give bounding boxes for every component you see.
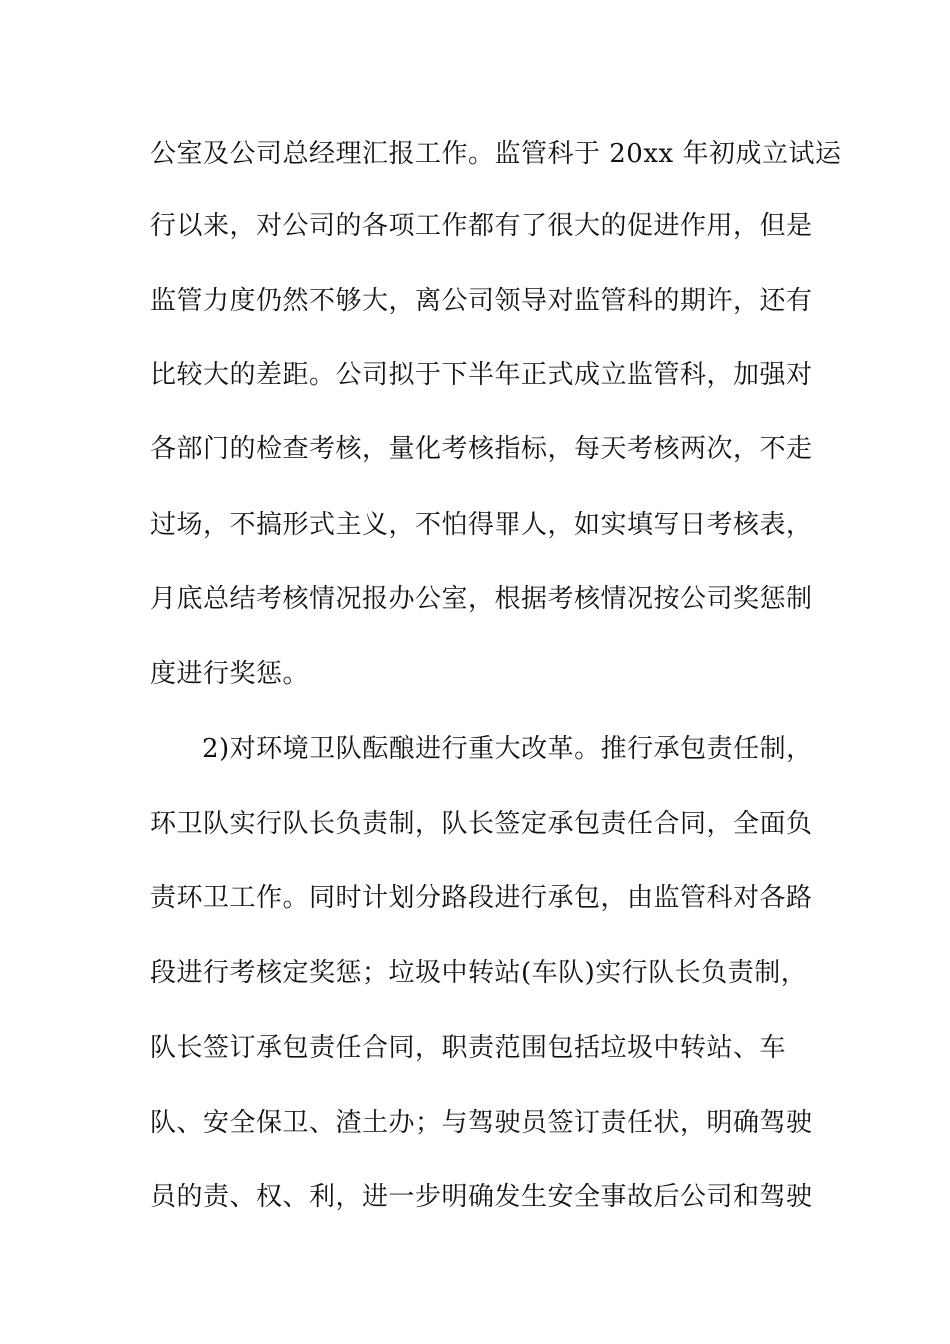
text-line: 度进行奖惩。: [150, 659, 310, 689]
text-line: 比较大的差距。公司拟于下半年正式成立监管科，加强对: [150, 360, 813, 390]
text-line: 队长签订承包责任合同，职责范围包括垃圾中转站、车: [150, 1033, 787, 1063]
text-line: 各部门的检查考核，量化考核指标，每天考核两次，不走: [150, 434, 813, 464]
text-line: 过场，不搞形式主义，不怕得罪人，如实填写日考核表，: [150, 510, 813, 540]
text-line: 行以来，对公司的各项工作都有了很大的促进作用，但是: [150, 211, 813, 241]
paragraph-start-line: 2)对环境卫队酝酿进行重大改革。推行承包责任制，: [202, 734, 813, 764]
text-line: 员的责、权、利，进一步明确发生安全事故后公司和驾驶: [150, 1182, 813, 1212]
text-line: 队、安全保卫、渣土办；与驾驶员签订责任状，明确驾驶: [150, 1108, 813, 1138]
text-line: 责环卫工作。同时计划分路段进行承包，由监管科对各路: [150, 883, 813, 913]
text-line: 段进行考核定奖惩；垃圾中转站(车队)实行队长负责制，: [150, 958, 808, 988]
text-line: 月底总结考核情况报办公室，根据考核情况按公司奖惩制: [150, 584, 813, 614]
text-line: 公室及公司总经理汇报工作。监管科于 20xx 年初成立试运: [150, 139, 842, 169]
text-line: 监管力度仍然不够大，离公司领导对监管科的期许，还有: [150, 286, 813, 316]
text-line: 环卫队实行队长负责制，队长签定承包责任合同，全面负: [150, 809, 813, 839]
